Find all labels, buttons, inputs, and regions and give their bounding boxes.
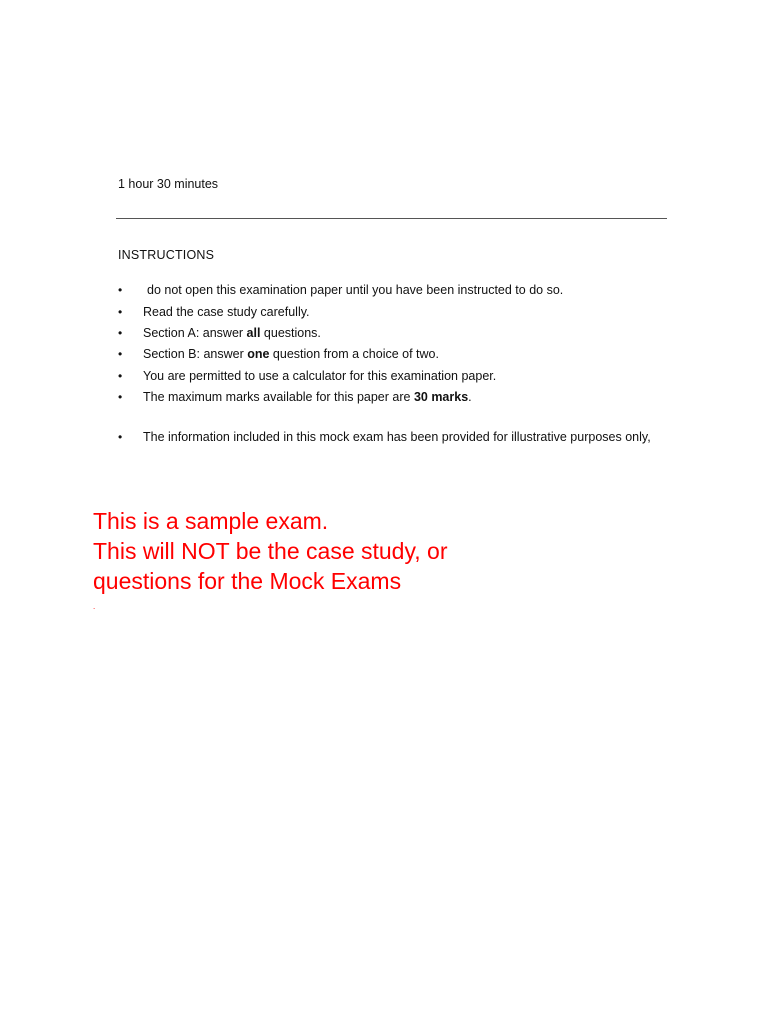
- instruction-text-emphasis: one: [247, 347, 270, 361]
- instruction-text-part: question from a choice of two.: [269, 347, 439, 361]
- instruction-text: [143, 390, 472, 405]
- bullet-icon: •: [118, 430, 123, 444]
- instruction-text-emphasis: 30 marks: [413, 390, 469, 404]
- bullet-icon: •: [118, 305, 123, 319]
- sample-exam-notice: [93, 506, 448, 596]
- notice-line: This will NOT be the case study, or: [93, 538, 448, 564]
- notice-line: questions for the Mock Exams: [93, 568, 402, 594]
- bullet-icon: •: [118, 347, 123, 361]
- instruction-text: [147, 283, 563, 298]
- instruction-text-part: Section B: answer: [143, 347, 248, 361]
- divider: [116, 218, 667, 219]
- instruction-text-part: You are permitted to use a calculator for this examination paper.: [143, 369, 497, 383]
- instruction-text-part: Read the case study carefully.: [143, 305, 310, 319]
- bullet-icon: •: [118, 283, 123, 297]
- bullet-icon: •: [118, 390, 123, 404]
- instruction-text: [143, 305, 310, 320]
- instruction-text-emphasis: all: [246, 326, 261, 340]
- instruction-text-part: questions.: [260, 326, 321, 340]
- instructions-heading: INSTRUCTIONS: [118, 248, 215, 262]
- notice-trailing-mark: .: [93, 602, 96, 611]
- instruction-text-part: Section A: answer: [143, 326, 247, 340]
- instruction-text-part: do not open this examination paper until you have been instructed to do so.: [147, 283, 564, 297]
- instruction-text-part: The information included in this mock exam has been provided for illustrative purposes only,: [143, 430, 651, 444]
- instruction-text-part: The maximum marks available for this paper are: [143, 390, 414, 404]
- instruction-text: [143, 430, 651, 445]
- notice-line: This is a sample exam.: [93, 508, 329, 534]
- instruction-text-part: .: [468, 390, 472, 404]
- instruction-text: [143, 347, 439, 362]
- bullet-icon: •: [118, 369, 123, 383]
- bullet-icon: •: [118, 326, 123, 340]
- instruction-text: [143, 326, 321, 341]
- instruction-text: [143, 369, 496, 384]
- exam-duration: 1 hour 30 minutes: [118, 177, 219, 191]
